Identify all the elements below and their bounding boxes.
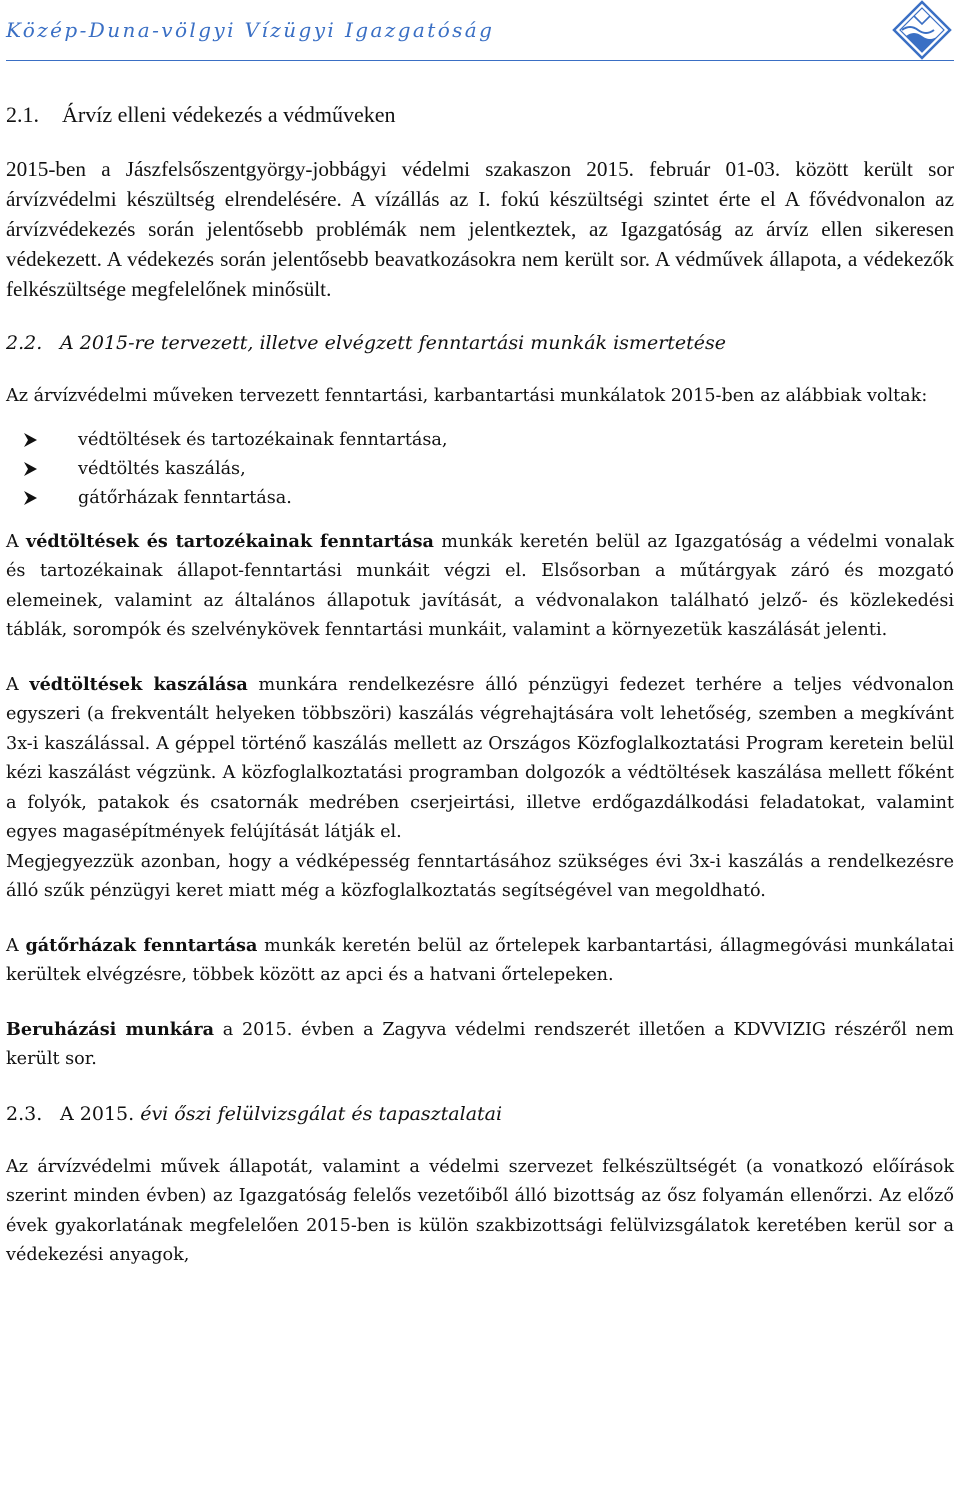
paragraph-guardhouses: A gátőrházak fenntartása munkák keretén belül az őrtelepek karbantartási, állagmegóvási munkálatai kerültek elvégzésre, többek között az apci és a hatvani őrtelepeken. xyxy=(6,934,954,985)
section-title: A 2015-re tervezett, illetve elvégzett fenntartási munkák ismertetése xyxy=(60,332,727,354)
paragraph-note: Megjegyezzük azonban, hogy a védképesség fenntartásához szükséges évi 3x-i kaszálás a rendelkezésre álló szűk pénzügyi keret miatt még a közfoglalkoztatás segítségével van megoldható. xyxy=(6,851,954,901)
paragraph-investment: Beruházási munkára a 2015. évben a Zagyva védelmi rendszerét illetően a KDVVIZIG részéről nem került sor. xyxy=(6,1018,954,1069)
arrow-bullet-icon xyxy=(22,432,38,448)
paragraph-mowing: A védtöltések kaszálása munkára rendelkezésre álló pénzügyi fedezet terhére a teljes védvonalon egyszeri (a frekventált helyeken többszöri) kaszálás végrehajtására volt lehetőség, szemben a megkívánt 3x-i kaszálással. A géppel történő kaszálás mellett az Országos Közfoglalkoztatási Program keretein belül kézi kaszálást végzünk. A közfoglalkoztatási programban dolgozók a védtöltések kaszálása mellett főként a folyók, patakok és csatornák medrében cserjeirtási, illetve erdőgazdálkodási feladatokat, valamint egyes magasépítmények felújítását látják el. xyxy=(6,673,954,842)
list-item: gátőrházak fenntartása. xyxy=(6,484,954,513)
section-heading-2-3 xyxy=(6,1099,954,1129)
list-item: védtöltések és tartozékainak fenntartása, xyxy=(6,426,954,455)
section-title: Árvíz elleni védekezés a védműveken xyxy=(62,102,396,127)
arrow-bullet-icon xyxy=(22,490,38,506)
page-header xyxy=(0,0,960,78)
section-number: 2.3. xyxy=(6,1102,43,1125)
section-title: A 2015. évi őszi felülvizsgálat és tapasztalatai xyxy=(60,1102,503,1125)
arrow-bullet-icon xyxy=(22,461,38,477)
paragraph-intro: Az árvízvédelmi műveken tervezett fenntartási, karbantartási munkálatok 2015-ben az alábbiak voltak: xyxy=(6,386,928,406)
organization-name: Közép-Duna-völgyi Vízügyi Igazgatóság xyxy=(6,18,495,42)
section-number: 2.1. xyxy=(6,102,39,127)
document-body xyxy=(6,100,954,1271)
section-heading-2-1 xyxy=(6,100,954,130)
paragraph-embankment-maintenance: A védtöltések és tartozékainak fenntartása munkák keretén belül az Igazgatóság a védelmi vonalak és tartozékainak állapot-fenntartási munkáit végzi el. Elsősorban a műtárgyak záró és mozgató elemeinek, valamint az általános állapotuk javítását, a védvonalakon található jelző- és közlekedési táblák, sorompók és szelvénykövek fenntartási munkáit, valamint a környezetük kaszálását jelenti. xyxy=(6,530,954,640)
header-rule xyxy=(6,60,954,61)
diamond-water-logo-icon xyxy=(892,0,952,60)
section-heading-2-2 xyxy=(6,328,954,358)
section-number: 2.2. xyxy=(6,332,43,354)
paragraph-flood-defence: 2015-ben a Jászfelsőszentgyörgy-jobbágyi védelmi szakaszon 2015. február 01-03. között került sor árvízvédelmi készültség elrendelésére. A vízállás az I. fokú készültségi szintet érte el A fővédvonalon az árvízvédekezés során jelentősebb problémák nem jelentkeztek, az Igazgatóság az árvíz ellen sikeresen védekezett. A védekezés során jelentősebb beavatkozásokra nem került sor. A védművek állapota, a védekezők felkészültsége megfelelőnek minősült. xyxy=(6,157,954,301)
list-item: védtöltés kaszálás, xyxy=(6,455,954,484)
paragraph-autumn-review: Az árvízvédelmi művek állapotát, valamint a védelmi szervezet felkészültségét (a vonatkozó előírások szerint minden évben) az Igazgatóság felelős vezetőiből álló bizottság az ősz folyamán ellenőrzi. Az előző évek gyakorlatának megfelelően 2015-ben is külön szakbizottsági felülvizsgálatok keretében kerül sor a védekezési anyagok, xyxy=(6,1156,954,1265)
maintenance-list xyxy=(6,426,954,513)
